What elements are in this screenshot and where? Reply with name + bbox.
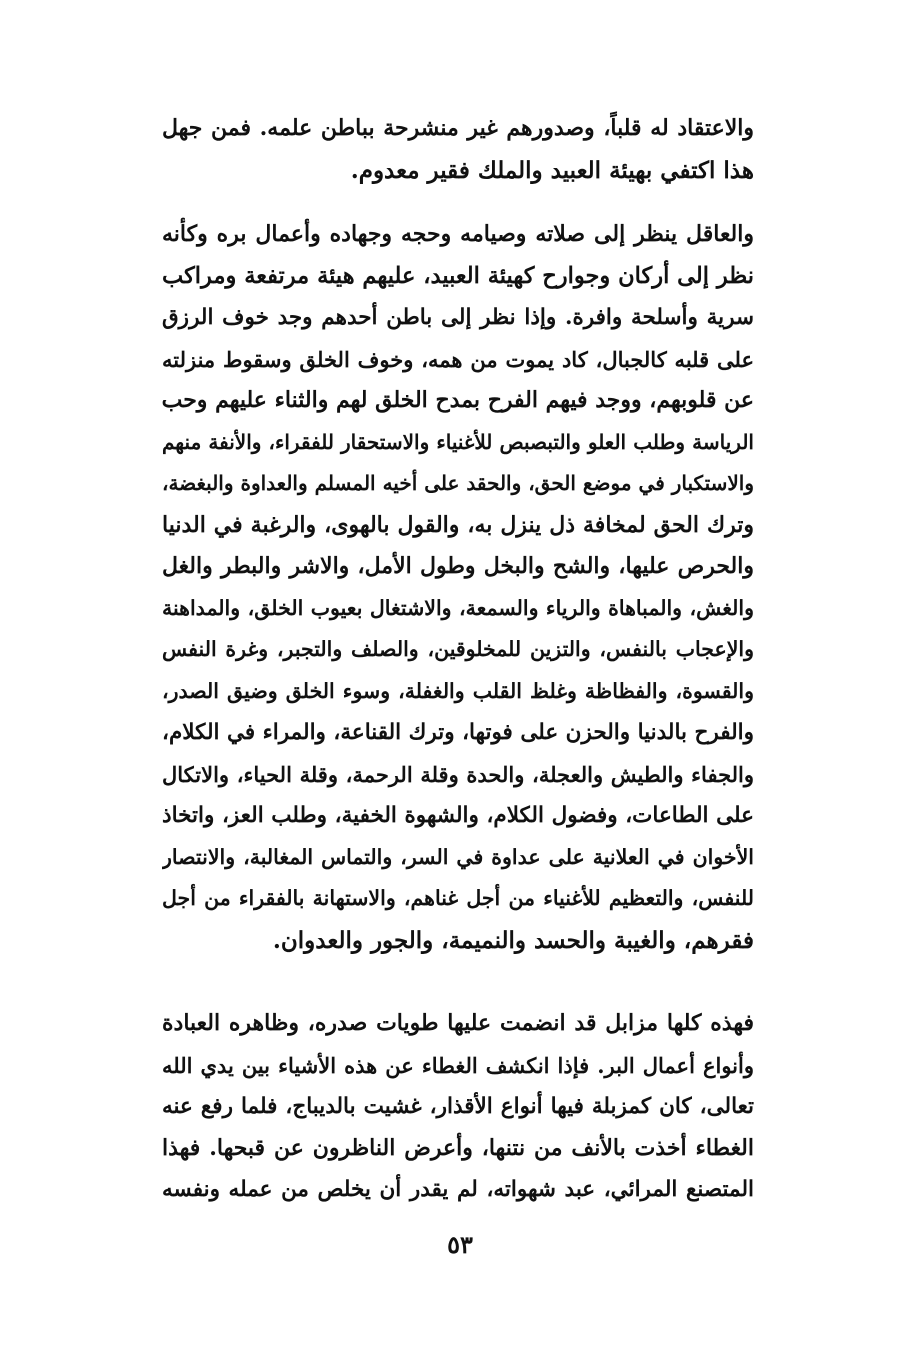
text-line: والعاقل ينظر إلى صلاته وصيامه وحجه وجهاده وأعمال بره وكأنه [162, 221, 754, 247]
text-line: والغش، والمباهاة والرياء والسمعة، والاشتغال بعيوب الخلق، والمداهنة [162, 595, 754, 620]
text-line: على قلبه كالجبال، كاد يموت من همه، وخوف الخلق وسقوط منزلته [162, 346, 754, 372]
text-line: الأخوان في العلانية على عداوة في السر، والتماس المغالبة، والانتصار [162, 844, 754, 869]
text-line: فهذه كلها مزابل قد انضمت عليها طويات صدره، وظاهره العبادة [162, 1010, 754, 1036]
text-line: والاستكبار في موضع الحق، والحقد على أخيه المسلم والعداوة والبغضة، [162, 471, 754, 495]
text-line: نظر إلى أركان وجوارح كهيئة العبيد، عليهم هيئة مرتفعة ومراكب [162, 262, 754, 289]
text-line: عن قلوبهم، ووجد فيهم الفرح بمدح الخلق لهم والثناء عليهم وحب [162, 387, 754, 413]
text-line: الرياسة وطلب العلو والتبصبص للأغنياء والاستحقار للفقراء، والأنفة منهم [162, 429, 754, 454]
text-line: سرية وأسلحة وافرة. وإذا نظر إلى باطن أحدهم وجد خوف الرزق [162, 305, 754, 330]
text-line: تعالى، كان كمزبلة فيها أنواع الأقذار، غشيت بالديباج، فلما رفع عنه [162, 1094, 754, 1119]
text-line: وترك الحق لمخافة ذل ينزل به، والقول بالهوى، والرغبة في الدنيا [162, 511, 754, 538]
text-line: على الطاعات، وفضول الكلام، والشهوة الخفية، وطلب العز، واتخاذ [162, 803, 754, 828]
paragraph-1 [162, 108, 754, 191]
text-line: والحرص عليها، والشح والبخل وطول الأمل، والاشر والبطر والغل [162, 553, 754, 579]
text-line: والاعتقاد له قلباً، وصدورهم غير منشرحة بباطن علمه. فمن جهل [162, 115, 754, 141]
text-line: والفرح بالدنيا والحزن على فوتها، وترك القناعة، والمراء في الكلام، [162, 720, 754, 745]
text-line: والجفاء والطيش والعجلة، والحدة وقلة الرحمة، وقلة الحياء، والاتكال [162, 761, 754, 787]
text-line: هذا اكتفي بهيئة العبيد والملك فقير معدوم. [350, 156, 754, 184]
paragraph-2 [162, 214, 754, 961]
text-line: والإعجاب بالنفس، والتزين للمخلوقين، والصلف والتجبر، وغرة النفس [162, 637, 754, 661]
text-line: والقسوة، والفظاظة وغلظ القلب والغفلة، وسوء الخلق وضيق الصدر، [162, 678, 754, 703]
paragraph-3 [162, 1003, 754, 1211]
text-line: المتصنع المرائي، عبد شهواته، لم يقدر أن يخلص من عمله ونفسه [162, 1177, 754, 1202]
page-number: ٥٣ [447, 1230, 473, 1259]
text-line: الغطاء أخذت بالأنف من نتنها، وأعرض الناظرون عن قبحها. فهذا [162, 1134, 754, 1161]
text-line: للنفس، والتعظيم للأغنياء من أجل غناهم، والاستهانة بالفقراء من أجل [162, 886, 754, 910]
text-line: فقرهم، والغيبة والحسد والنميمة، والجور والعدوان. [272, 926, 754, 954]
text-line: وأنواع أعمال البر. فإذا انكشف الغطاء عن هذه الأشياء بين يدي الله [162, 1052, 754, 1078]
